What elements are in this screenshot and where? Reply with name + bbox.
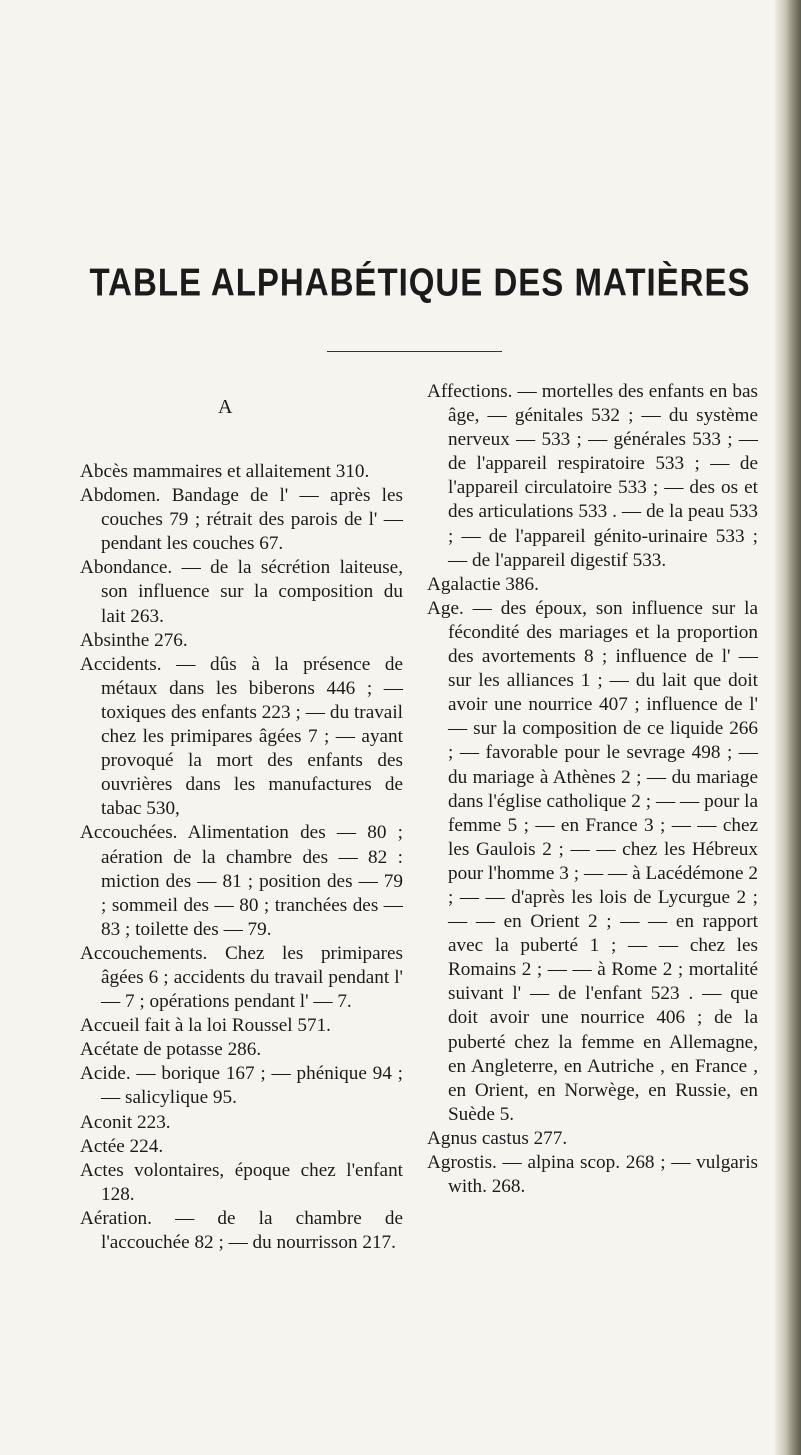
index-entry: Actes volontaires, époque chez l'enfant 128. bbox=[80, 1159, 403, 1205]
index-entry: Accidents. — dûs à la présence de métaux dans les biberons 446 ; — toxiques des enfants 223 ; — du travail chez les primipares âgées 7 ; — ayant provoqué la mort des enfants des ouvrières dans les manufactures de tabac 530, bbox=[80, 653, 403, 820]
index-entry: Accouchées. Alimentation des — 80 ; aération de la chambre des — 82 : miction des — 81 ; position des — 79 ; sommeil des — 80 ; tranchées des — 83 ; toilette des — 79. bbox=[80, 822, 403, 940]
index-entry: Abdomen. Bandage de l' — après les couches 79 ; rétrait des parois de l' — pendant les couches 67. bbox=[80, 485, 403, 555]
index-entry: Acide. — borique 167 ; — phénique 94 ; — salicylique 95. bbox=[80, 1063, 403, 1109]
index-entry: Accouchements. Chez les primipares âgées 6 ; accidents du travail pendant l' — 7 ; opérations pendant l' — 7. bbox=[80, 942, 403, 1013]
index-entry: Abcès mammaires et allaitement 310. bbox=[80, 461, 370, 482]
page-edge bbox=[775, 0, 801, 1455]
section-letter: A bbox=[218, 396, 233, 418]
index-entry: Actée 224. bbox=[80, 1135, 164, 1157]
index-entry: Acétate de potasse 286. bbox=[80, 1039, 262, 1061]
index-column-left bbox=[80, 460, 403, 1255]
index-entry: Aconit 223. bbox=[80, 1111, 171, 1133]
index-entry: Age. — des époux, son influence sur la fécondité des mariages et la proportion des avortements 8 ; influence de l' — sur les alliances 1 ; — du lait que doit avoir une nourrice 407 ; influence de l' — sur la composition de ce liquide 266 ; — favorable pour le sevrage 498 ; — du mariage à Athènes 2 ; — du mariage dans l'église catholique 2 ; — — pour la femme 5 ; — en France 3 ; — — chez les Gaulois 2 ; — — chez les Hébreux pour l'homme 3 ; — — à Lacédémone 2 ; — — d'après les lois de Lycurgue 2 ; — — en Orient 2 ; — — en rapport avec la puberté 1 ; — — chez les Romains 2 ; — — à Rome 2 ; mortalité suivant l' — de l'enfant 523 . — que doit avoir une nourrice 406 ; de la puberté chez la femme en Allemagne, en Angleterre, en Autriche , en France , en Orient, en Norwège, en Russie, en Suède 5. bbox=[427, 597, 758, 1125]
index-entry: Accueil fait à la loi Roussel 571. bbox=[80, 1015, 331, 1037]
index-entry: Agrostis. — alpina scop. 268 ; — vulgaris with. 268. bbox=[427, 1152, 758, 1198]
index-entry: Absinthe 276. bbox=[80, 629, 188, 651]
index-entry: Affections. — mortelles des enfants en bas âge, — génitales 532 ; — du système nerveux — 533 ; — générales 533 ; — de l'appareil respiratoire 533 ; — de l'appareil circulatoire 533 ; — des os et des articulations 533 . — de la peau 533 ; — de l'appareil génito-urinaire 533 ; — de l'appareil digestif 533. bbox=[427, 381, 758, 571]
title-rule bbox=[327, 351, 502, 352]
index-entry: Agnus castus 277. bbox=[427, 1127, 568, 1149]
index-entry: Agalactie 386. bbox=[427, 573, 539, 595]
index-entry: Aération. — de la chambre de l'accouchée 82 ; — du nourrisson 217. bbox=[80, 1207, 403, 1253]
index-column-right bbox=[427, 380, 758, 1199]
page-title: TABLE ALPHABÉTIQUE DES MATIÈRES bbox=[89, 260, 751, 304]
index-entry: Abondance. — de la sécrétion laiteuse, son influence sur la composition du lait 263. bbox=[80, 557, 403, 627]
